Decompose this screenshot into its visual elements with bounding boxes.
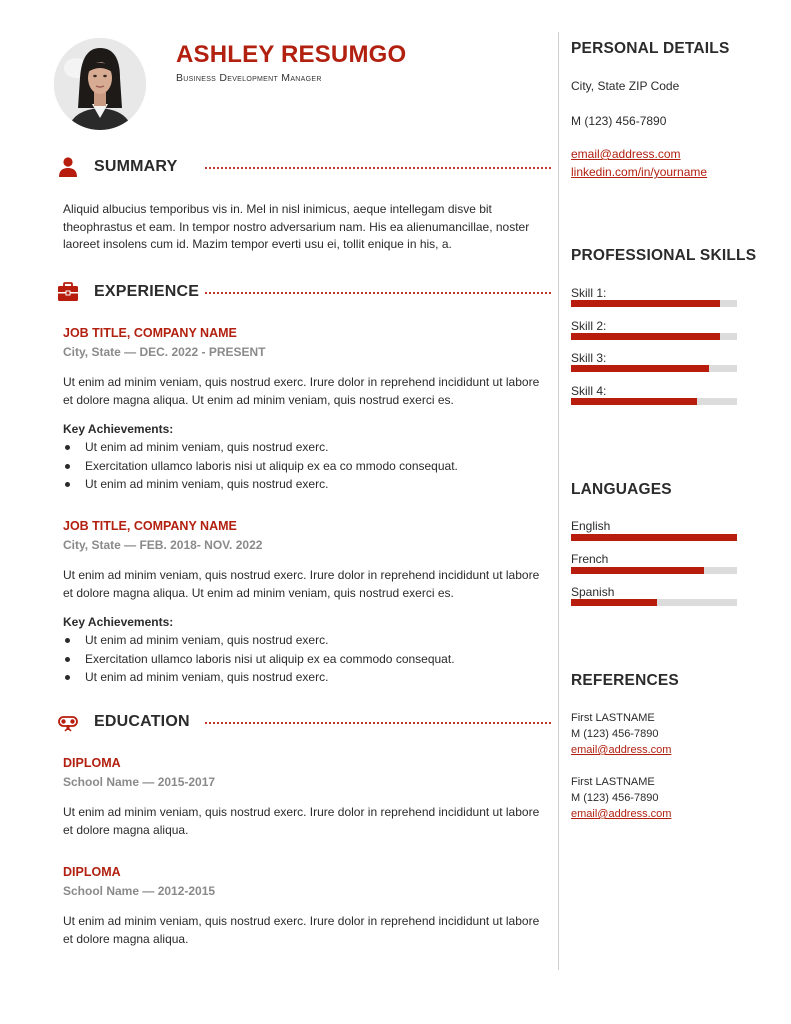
education-description: Ut enim ad minim veniam, quis nostrud exerc. Irure dolor in reprehend incididunt ut labore et dolore magna aliqua. — [63, 914, 540, 946]
reference-entry — [571, 774, 671, 822]
skill-bar — [571, 398, 737, 405]
language-bar — [571, 534, 737, 541]
job-title: JOB TITLE, COMPANY NAME — [63, 326, 237, 340]
language-bar — [571, 599, 737, 606]
address-text: City, State ZIP Code — [571, 79, 680, 93]
diploma-icon — [57, 711, 79, 733]
skill-label: Skill 4: — [571, 384, 607, 398]
summary-heading: SUMMARY — [94, 158, 178, 175]
candidate-title: Business Development Manager — [176, 72, 322, 84]
achievements-label: Key Achievements: — [63, 422, 174, 436]
school-meta: School Name — 2012-2015 — [63, 884, 216, 898]
candidate-name: ASHLEY RESUMGO — [176, 41, 407, 68]
education-header — [57, 711, 551, 733]
skill-bar-fill — [571, 398, 697, 405]
skill-bar-fill — [571, 333, 720, 340]
reference-phone: M (123) 456-7890 — [571, 728, 659, 740]
degree-title: DIPLOMA — [63, 756, 121, 770]
skill-label: Skill 1: — [571, 286, 607, 300]
email-link[interactable]: email@address.com — [571, 147, 681, 161]
reference-name: First LASTNAME — [571, 712, 655, 724]
person-icon — [57, 156, 79, 178]
skill-bar — [571, 333, 737, 340]
job-meta: City, State — DEC. 2022 - PRESENT — [63, 345, 266, 359]
languages-heading: LANGUAGES — [571, 481, 672, 498]
personal-details-heading: PERSONAL DETAILS — [571, 40, 730, 57]
linkedin-link[interactable]: linkedin.com/in/yourname — [571, 165, 708, 179]
job-description: Ut enim ad minim veniam, quis nostrud exerc. Irure dolor in reprehend incididunt ut labore et dolore magna aliqua. Ut enim ad minim veniam, quis nostrud exerci es. — [63, 375, 540, 407]
job-description: Ut enim ad minim veniam, quis nostrud exerc. Irure dolor in reprehend incididunt ut labore et dolore magna aliqua. Ut enim ad minim veniam, quis nostrud exerci es. — [63, 568, 540, 600]
reference-email-link[interactable]: email@address.com — [571, 808, 672, 820]
language-bar — [571, 567, 737, 574]
language-bar-fill — [571, 599, 657, 606]
education-heading: EDUCATION — [94, 713, 190, 730]
reference-email-link[interactable]: email@address.com — [571, 744, 672, 756]
list-item: Exercitation ullamco laboris nisi ut aliquip ex ea co mmodo consequat. — [63, 457, 549, 476]
summary-text: Aliquid albucius temporibus vis in. Mel in nisl inimicus, aeque intellegam disve bit theophrastus et eam. In tempor nostro adversarium nam. His ea alienumancillae, noster laoreet insolens cum id. Mazim tempor everti usu ei, tollit enique in his, a. — [63, 202, 530, 251]
language-label: French — [571, 552, 609, 566]
skill-label: Skill 3: — [571, 351, 607, 365]
section-divider — [205, 722, 551, 724]
list-item: Ut enim ad minim veniam, quis nostrud exerc. — [63, 475, 549, 494]
profile-photo — [54, 38, 146, 130]
briefcase-icon — [57, 281, 79, 303]
achievements-list — [63, 438, 549, 494]
column-divider — [558, 32, 559, 970]
language-bar-fill — [571, 534, 737, 541]
skill-bar — [571, 300, 737, 307]
summary-header — [57, 156, 551, 178]
reference-entry — [571, 710, 671, 758]
list-item: Exercitation ullamco laboris nisi ut aliquip ex ea commodo consequat. — [63, 650, 549, 669]
reference-name: First LASTNAME — [571, 776, 655, 788]
skill-bar — [571, 365, 737, 372]
language-label: English — [571, 519, 611, 533]
degree-title: DIPLOMA — [63, 865, 121, 879]
experience-heading: EXPERIENCE — [94, 283, 200, 300]
language-bar-fill — [571, 567, 704, 574]
experience-header — [57, 281, 551, 303]
skill-bar-fill — [571, 365, 709, 372]
avatar-image — [54, 38, 146, 130]
section-divider — [205, 167, 551, 169]
education-description: Ut enim ad minim veniam, quis nostrud exerc. Irure dolor in reprehend incididunt ut labore et dolore magna aliqua. — [63, 805, 540, 837]
phone-text: M (123) 456-7890 — [571, 114, 667, 128]
reference-phone: M (123) 456-7890 — [571, 792, 659, 804]
achievements-label: Key Achievements: — [63, 615, 174, 629]
skill-bar-fill — [571, 300, 720, 307]
achievements-list — [63, 631, 549, 687]
skills-heading: PROFESSIONAL SKILLS — [571, 247, 757, 264]
job-meta: City, State — FEB. 2018- NOV. 2022 — [63, 538, 263, 552]
school-meta: School Name — 2015-2017 — [63, 775, 216, 789]
skill-label: Skill 2: — [571, 319, 607, 333]
section-divider — [205, 292, 551, 294]
job-title: JOB TITLE, COMPANY NAME — [63, 519, 237, 533]
references-heading: REFERENCES — [571, 672, 679, 689]
list-item: Ut enim ad minim veniam, quis nostrud exerc. — [63, 631, 549, 650]
language-label: Spanish — [571, 585, 615, 599]
list-item: Ut enim ad minim veniam, quis nostrud exerc. — [63, 668, 549, 687]
list-item: Ut enim ad minim veniam, quis nostrud exerc. — [63, 438, 549, 457]
